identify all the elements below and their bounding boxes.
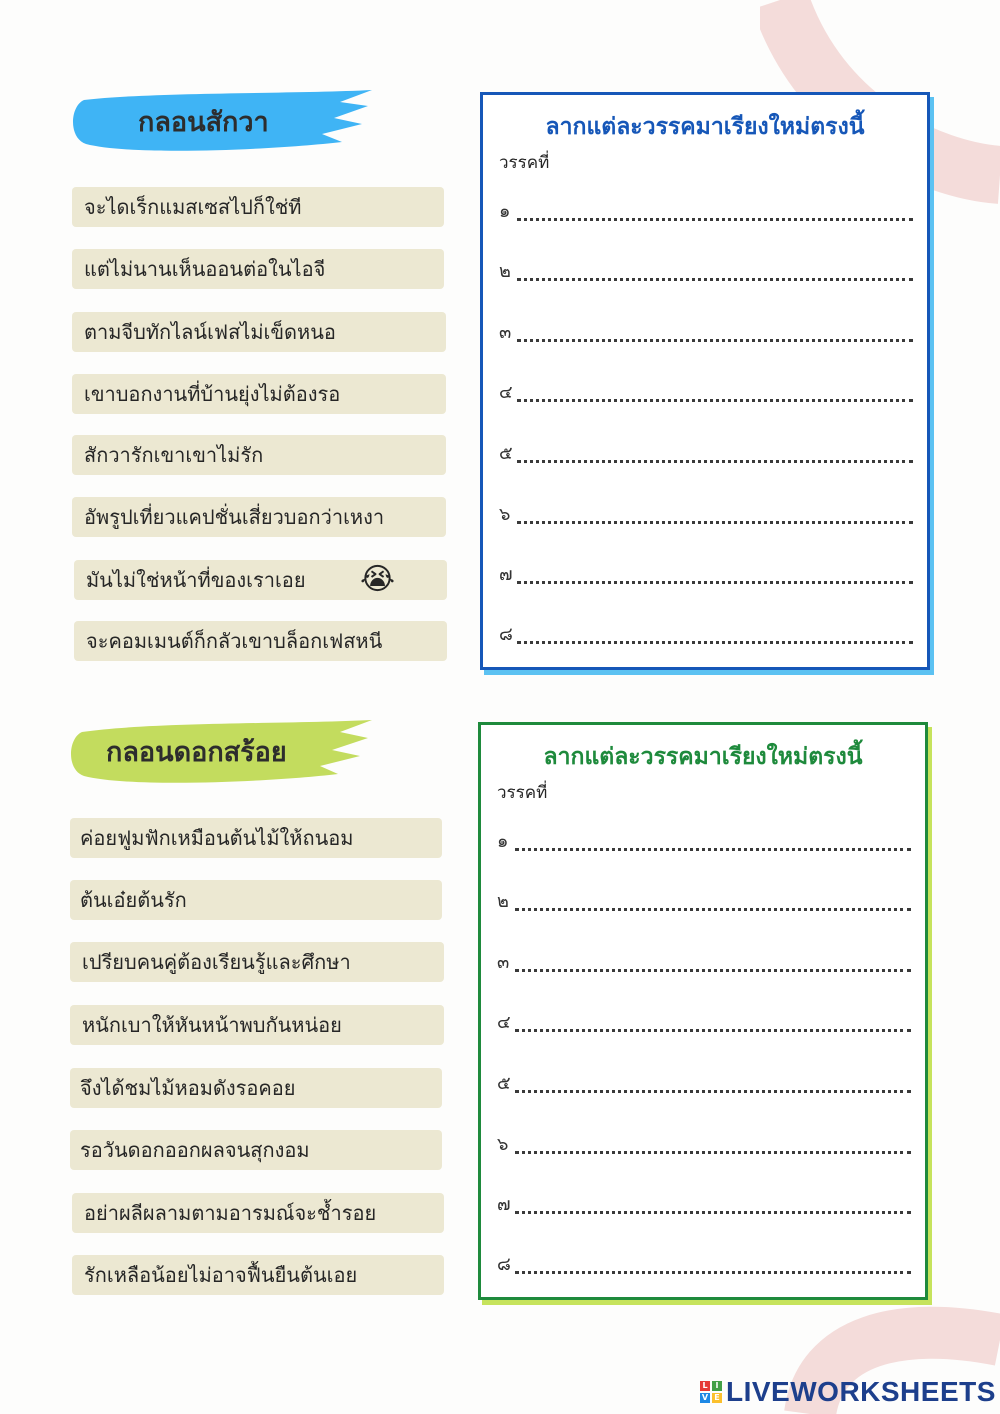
- section1-title-text: กลอนสักวา: [138, 106, 269, 138]
- line-strip-s1-4[interactable]: เขาบอกงานที่บ้านยุ่งไม่ต้องรอ: [72, 374, 446, 414]
- drop-slot-2[interactable]: ๒: [499, 255, 913, 285]
- section2-title: [70, 720, 375, 782]
- panel1-title: ลากแต่ละวรรคมาเรียงใหม่ตรงนี้: [545, 114, 865, 140]
- line-strip-s1-6[interactable]: อัพรูปเที่ยวแคปชั่นเสี่ยวบอกว่าเหงา: [72, 497, 446, 537]
- answer-panel-1: [480, 92, 930, 670]
- drop-slot-1[interactable]: ๑: [499, 195, 913, 225]
- logo-letter-l: L: [700, 1381, 710, 1391]
- drop-slot-8[interactable]: ๘: [497, 1248, 911, 1278]
- panel1-subtitle: วรรคที่: [499, 153, 550, 173]
- line-strip-s2-1[interactable]: ค่อยฟูมฟักเหมือนต้นไม้ให้ถนอม: [70, 818, 442, 858]
- drop-slot-4[interactable]: ๔: [497, 1006, 911, 1036]
- panel2-subtitle: วรรคที่: [497, 783, 548, 803]
- line-strip-s2-3[interactable]: เปรียบคนคู่ต้องเรียนรู้และศึกษา: [70, 942, 444, 982]
- line-strip-s2-2[interactable]: ต้นเอ๋ยต้นรัก: [70, 880, 442, 920]
- logo-letter-e: E: [712, 1393, 722, 1403]
- line-strip-s2-6[interactable]: รอวันดอกออกผลจนสุกงอม: [70, 1130, 442, 1170]
- answer-panel-2: [478, 722, 928, 1300]
- line-strip-s1-5[interactable]: สักวารักเขาเขาไม่รัก: [72, 435, 446, 475]
- drop-slot-5[interactable]: ๕: [497, 1067, 911, 1097]
- liveworksheets-logo: [700, 1376, 996, 1408]
- drop-slot-3[interactable]: ๓: [497, 946, 911, 976]
- logo-letter-v: V: [701, 1393, 709, 1402]
- line-strip-s1-2[interactable]: แต่ไม่นานเห็นออนต่อในไอจี: [72, 249, 444, 289]
- line-strip-s2-7[interactable]: อย่าผลีผลามตามอารมณ์จะช้ำรอย: [72, 1193, 444, 1233]
- line-strip-s2-5[interactable]: จึงได้ชมไม้หอมดังรอคอย: [70, 1068, 442, 1108]
- line-strip-s1-1[interactable]: จะไดเร็กแมสเซสไปก็ใช่ที: [72, 187, 444, 227]
- line-strip-s1-7[interactable]: มันไม่ใช่หน้าที่ของเราเอย 😭: [74, 560, 447, 600]
- line-strip-s1-8[interactable]: จะคอมเมนต์ก็กลัวเขาบล็อกเฟสหนี: [74, 621, 447, 661]
- drop-slot-4[interactable]: ๔: [499, 376, 913, 406]
- logo-text: LIVEWORKSHEETS: [726, 1376, 996, 1407]
- logo-mark-icon: [700, 1381, 722, 1403]
- logo-letter-i: I: [712, 1381, 722, 1391]
- drop-slot-6[interactable]: ๖: [499, 498, 913, 528]
- drop-slot-5[interactable]: ๕: [499, 437, 913, 467]
- drop-slot-6[interactable]: ๖: [497, 1128, 911, 1158]
- panel2-title: ลากแต่ละวรรคมาเรียงใหม่ตรงนี้: [543, 744, 863, 770]
- line-strip-s2-4[interactable]: หนักเบาให้หันหน้าพบกันหน่อย: [70, 1005, 444, 1045]
- line-strip-s1-3[interactable]: ตามจีบทักไลน์เฟสไม่เข็ดหนอ: [72, 312, 446, 352]
- section2-title-text: กลอนดอกสร้อย: [106, 736, 287, 768]
- drop-slot-2[interactable]: ๒: [497, 885, 911, 915]
- drop-slot-7[interactable]: ๗: [499, 558, 913, 588]
- line-strip-s2-8[interactable]: รักเหลือน้อยไม่อาจฟื้นยืนต้นเอย: [72, 1255, 444, 1295]
- drop-slot-3[interactable]: ๓: [499, 316, 913, 346]
- drop-slot-8[interactable]: ๘: [499, 618, 913, 648]
- section1-title: [72, 90, 377, 152]
- drop-slot-7[interactable]: ๗: [497, 1188, 911, 1218]
- drop-slot-1[interactable]: ๑: [497, 825, 911, 855]
- crying-face-icon: 😭: [359, 562, 395, 597]
